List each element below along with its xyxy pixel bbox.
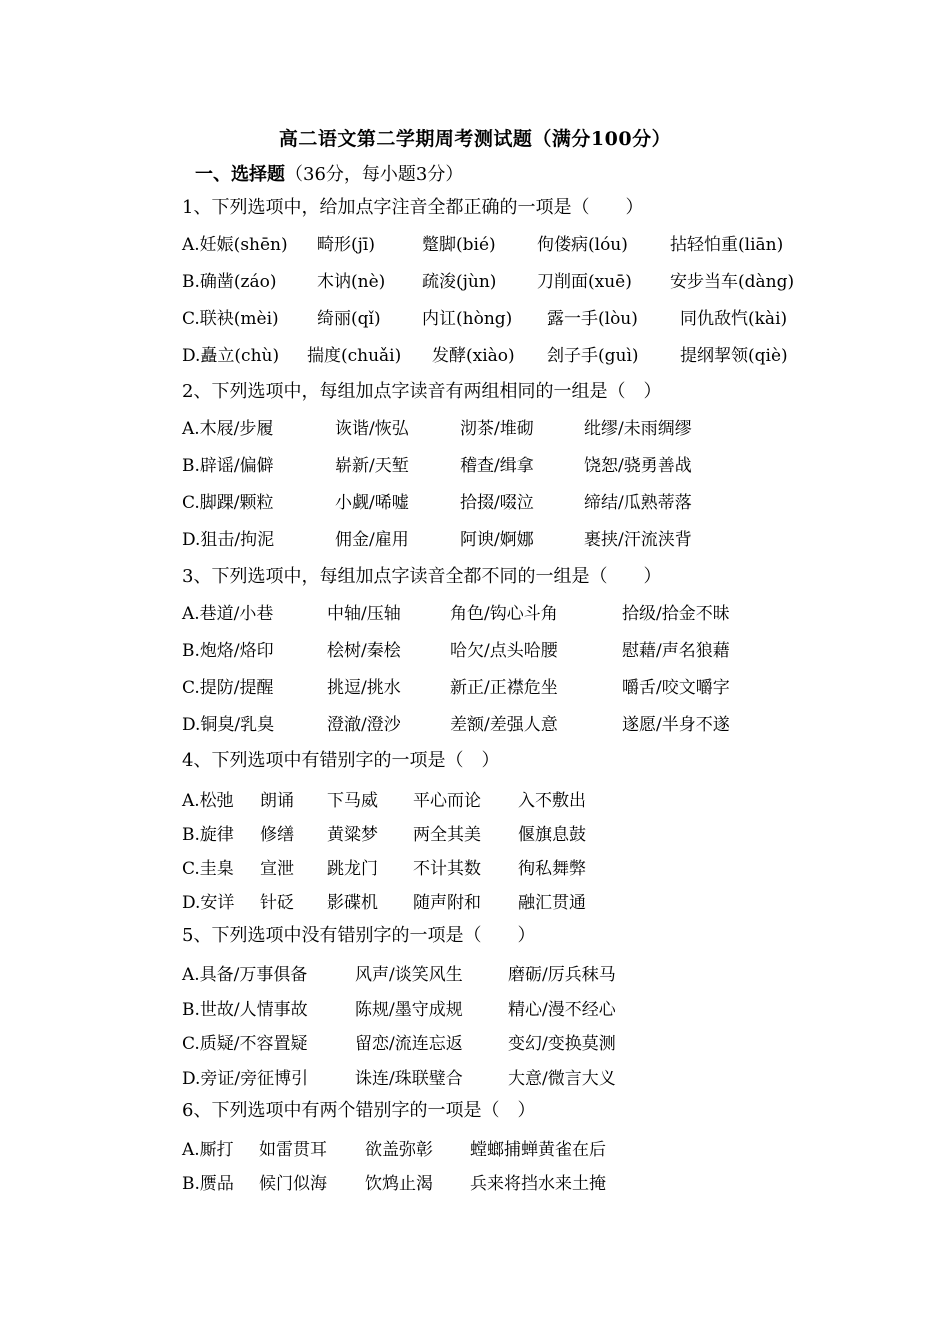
option-item: B.炮烙/烙印 — [182, 641, 274, 661]
question-1-option-d — [182, 341, 882, 367]
option-item: B.确凿(záo) — [182, 272, 277, 292]
question-2-stem: 2、下列选项中，每组加点字读音有两组相同的一组是（ ） — [182, 381, 662, 402]
option-item: B.旋律 — [182, 825, 234, 845]
option-item: 桧树/秦桧 — [327, 641, 401, 661]
option-item: 沏茶/堆砌 — [460, 419, 534, 439]
option-item: 慰藉/声名狼藉 — [622, 641, 730, 661]
option-item: 徇私舞弊 — [518, 859, 586, 879]
question-2-option-d — [182, 525, 882, 551]
section-heading — [195, 160, 463, 186]
option-item: 阿谀/婀娜 — [460, 530, 534, 550]
option-item: 蹩脚(bié) — [422, 235, 496, 255]
question-3-stem: 3、下列选项中，每组加点字读音全都不同的一组是（ ） — [182, 566, 662, 587]
option-item: 宣泄 — [260, 859, 294, 879]
option-item: 内讧(hòng) — [422, 309, 513, 329]
option-item: 如雷贯耳 — [259, 1140, 327, 1160]
option-item: 入不敷出 — [518, 791, 586, 811]
question-5-stem: 5、下列选项中没有错别字的一项是（ ） — [182, 925, 536, 946]
option-item: 磨砺/厉兵秣马 — [508, 965, 616, 985]
option-item: 佣金/雇用 — [335, 530, 409, 550]
question-3-option-a — [182, 599, 882, 625]
option-item: 拾级/拾金不昧 — [622, 604, 730, 624]
option-item: 平心而论 — [413, 791, 481, 811]
option-item: 朗诵 — [260, 791, 294, 811]
option-item: D.矗立(chù) — [182, 346, 280, 366]
question-3-option-c — [182, 673, 882, 699]
option-item: 拈轻怕重(liān) — [670, 235, 784, 255]
page-title: 高二语文第二学期周考测试题（满分100分） — [278, 128, 672, 150]
question-3-option-b — [182, 636, 882, 662]
question-5-option-d — [182, 1064, 882, 1090]
option-item: 安步当车(dàng) — [670, 272, 795, 292]
option-item: C.圭臬 — [182, 859, 234, 879]
option-item: 偃旗息鼓 — [518, 825, 586, 845]
option-item: 刽子手(guì) — [547, 346, 639, 366]
option-item: C.质疑/不容置疑 — [182, 1034, 308, 1054]
option-item: 中轴/压轴 — [327, 604, 401, 624]
question-4-stem: 4、下列选项中有错别字的一项是（ ） — [182, 750, 500, 771]
option-item: 变幻/变换莫测 — [508, 1034, 616, 1054]
option-item: 诙谐/恢弘 — [335, 419, 409, 439]
option-item: 欲盖弥彰 — [365, 1140, 433, 1160]
option-item: 留恋/流连忘返 — [355, 1034, 463, 1054]
option-item: A.巷道/小巷 — [182, 604, 274, 624]
question-6-option-b — [182, 1169, 882, 1195]
option-item: 嚼舌/咬文嚼字 — [622, 678, 730, 698]
option-item: 缔结/瓜熟蒂落 — [584, 493, 692, 513]
option-item: B.世故/人情事故 — [182, 1000, 308, 1020]
question-2-option-b — [182, 451, 882, 477]
question-2-option-c — [182, 488, 882, 514]
question-2-option-a — [182, 414, 882, 440]
option-item: 陈规/墨守成规 — [355, 1000, 463, 1020]
option-item: 差额/差强人意 — [450, 715, 558, 735]
option-item: A.具备/万事俱备 — [182, 965, 308, 985]
option-item: 纰缪/未雨绸缪 — [584, 419, 692, 439]
option-item: 遂愿/半身不遂 — [622, 715, 730, 735]
option-item: 饶恕/骁勇善战 — [584, 456, 692, 476]
option-item: 随声附和 — [413, 893, 481, 913]
question-6-option-a — [182, 1135, 882, 1161]
option-item: 疏浚(jùn) — [422, 272, 497, 292]
option-item: 影碟机 — [327, 893, 378, 913]
option-item: 揣度(chuǎi) — [307, 346, 402, 366]
option-item: 稽查/缉拿 — [460, 456, 534, 476]
option-item: A.妊娠(shēn) — [182, 235, 288, 255]
option-item: A.木屐/步履 — [182, 419, 274, 439]
option-item: D.铜臭/乳臭 — [182, 715, 275, 735]
question-5-option-a — [182, 960, 882, 986]
question-4-option-d — [182, 888, 882, 914]
option-item: 候门似海 — [259, 1174, 327, 1194]
question-5-option-b — [182, 995, 882, 1021]
option-item: 修缮 — [260, 825, 294, 845]
question-4-option-a — [182, 786, 882, 812]
option-item: 同仇敌忾(kài) — [680, 309, 788, 329]
option-item: C.联袂(mèi) — [182, 309, 279, 329]
option-item: D.旁证/旁征博引 — [182, 1069, 309, 1089]
option-item: 两全其美 — [413, 825, 481, 845]
option-item: 精心/漫不经心 — [508, 1000, 616, 1020]
question-1-stem: 1、下列选项中，给加点字注音全都正确的一项是（ ） — [182, 197, 644, 218]
option-item: 饮鸩止渴 — [365, 1174, 433, 1194]
option-item: 刀削面(xuē) — [537, 272, 632, 292]
question-1-option-b — [182, 267, 882, 293]
option-item: 针砭 — [260, 893, 294, 913]
option-item: 融汇贯通 — [518, 893, 586, 913]
option-item: 提纲挈领(qiè) — [680, 346, 788, 366]
option-item: 大意/微言大义 — [508, 1069, 616, 1089]
option-item: 崭新/天堑 — [335, 456, 409, 476]
question-5-option-c — [182, 1029, 882, 1055]
option-item: 螳螂捕蝉黄雀在后 — [470, 1140, 606, 1160]
option-item: 诛连/珠联璧合 — [355, 1069, 463, 1089]
option-item: 拾掇/啜泣 — [460, 493, 534, 513]
question-4-option-c — [182, 854, 882, 880]
option-item: 下马威 — [327, 791, 378, 811]
option-item: 哈欠/点头哈腰 — [450, 641, 558, 661]
option-item: B.赝品 — [182, 1174, 234, 1194]
question-1-option-a — [182, 230, 882, 256]
option-item: 角色/钩心斗角 — [450, 604, 558, 624]
option-item: 澄澈/澄沙 — [327, 715, 401, 735]
question-3-option-d — [182, 710, 882, 736]
option-item: A.厮打 — [182, 1140, 234, 1160]
option-item: 兵来将挡水来土掩 — [470, 1174, 606, 1194]
option-item: B.辟谣/偏僻 — [182, 456, 274, 476]
option-item: 发酵(xiào) — [432, 346, 515, 366]
option-item: 黄粱梦 — [327, 825, 378, 845]
question-6-stem: 6、下列选项中有两个错别字的一项是（ ） — [182, 1100, 536, 1121]
option-item: 不计其数 — [413, 859, 481, 879]
option-item: A.松弛 — [182, 791, 234, 811]
option-item: 裹挟/汗流浃背 — [584, 530, 692, 550]
option-item: D.安详 — [182, 893, 235, 913]
option-item: 畸形(jī) — [317, 235, 375, 255]
option-item: C.提防/提醒 — [182, 678, 274, 698]
option-item: D.狙击/拘泥 — [182, 530, 275, 550]
question-1-option-c — [182, 304, 882, 330]
question-4-option-b — [182, 820, 882, 846]
option-item: 绮丽(qǐ) — [317, 309, 381, 329]
option-item: C.脚踝/颗粒 — [182, 493, 274, 513]
section-title: 一、选择题 — [195, 164, 285, 185]
option-item: 新正/正襟危坐 — [450, 678, 558, 698]
option-item: 露一手(lòu) — [547, 309, 638, 329]
option-item: 小觑/唏嘘 — [335, 493, 409, 513]
section-note: （36分，每小题3分） — [285, 164, 464, 185]
option-item: 挑逗/挑水 — [327, 678, 401, 698]
option-item: 风声/谈笑风生 — [355, 965, 463, 985]
option-item: 佝偻病(lóu) — [537, 235, 628, 255]
option-item: 跳龙门 — [327, 859, 378, 879]
option-item: 木讷(nè) — [317, 272, 386, 292]
